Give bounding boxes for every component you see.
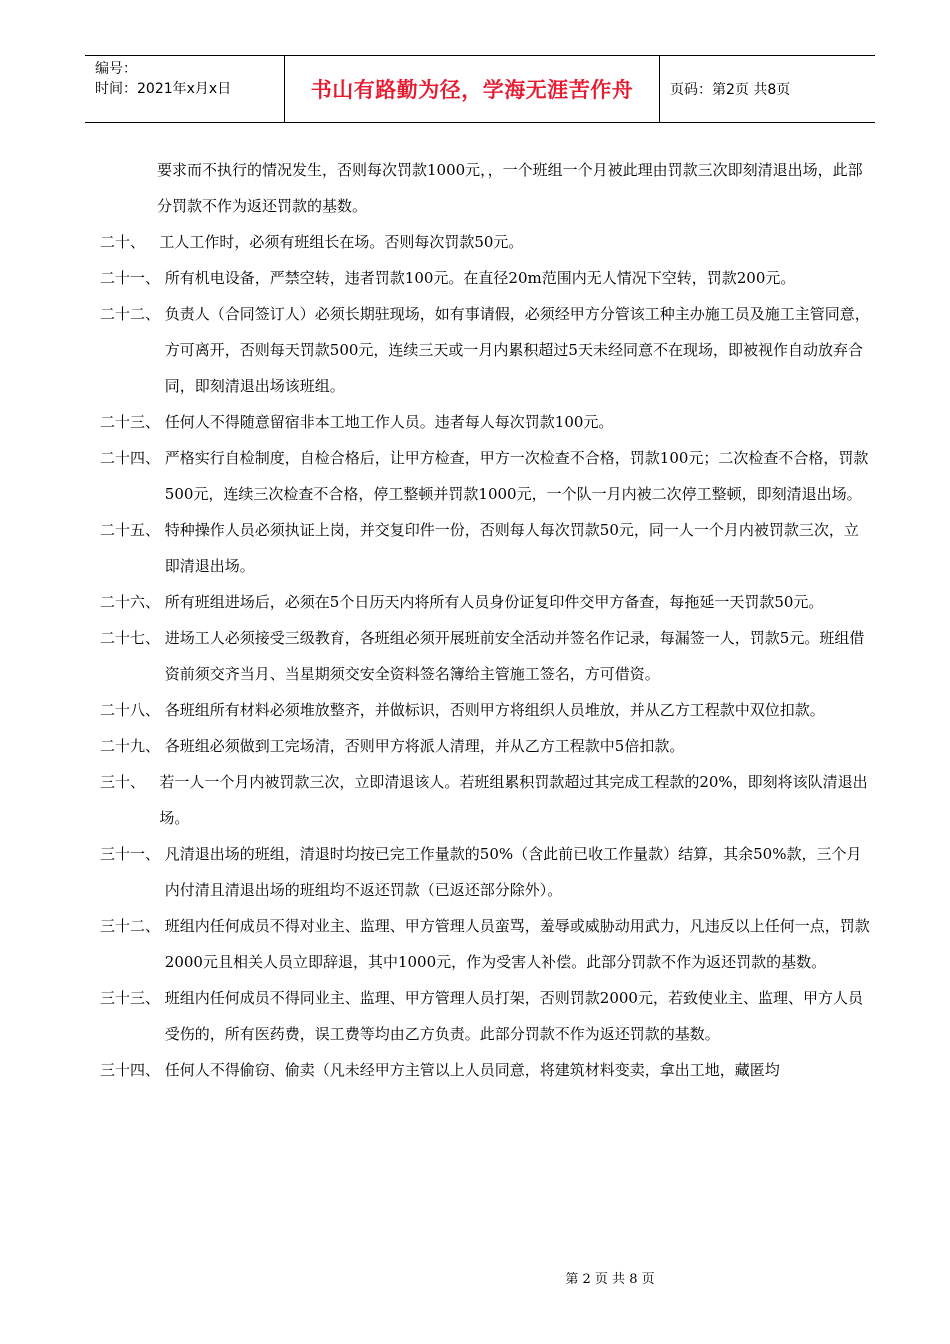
rule-number: 三十一、 [100, 845, 165, 863]
rule-number: 三十四、 [100, 1061, 165, 1079]
header-meta [85, 56, 285, 122]
doc-time-label: 时间：2021年x月x日 [95, 81, 232, 97]
rule-number: 二十、 [100, 233, 160, 251]
rule-number: 二十七、 [100, 629, 165, 647]
rule-text: 进场工人必须接受三级教育，各班组必须开展班前安全活动并签名作记录，每漏签一人，罚款5元。班组借资前须交齐当月、当星期须交安全资料签名簿给主管施工签名，方可借资。 [164, 629, 865, 683]
rule-text: 所有机电设备，严禁空转，违者罚款100元。在直径20m范围内无人情况下空转，罚款200元。 [164, 269, 796, 287]
rule-item [100, 404, 870, 440]
rule-text: 各班组所有材料必须堆放整齐，并做标识，否则甲方将组织人员堆放，并从乙方工程款中双位扣款。 [164, 701, 825, 719]
rule-number: 二十八、 [100, 701, 165, 719]
rule-item [100, 620, 870, 692]
rule-number: 二十二、 [100, 305, 165, 323]
rule-number: 二十六、 [100, 593, 165, 611]
page-footer: 第 2 页 共 8 页 [565, 1272, 655, 1287]
rule-list [100, 224, 870, 1088]
rule-text: 班组内任何成员不得对业主、监理、甲方管理人员蛮骂，羞辱或威胁动用武力，凡违反以上任何一点，罚款2000元且相关人员立即辞退，其中1000元，作为受害人补偿。此部分罚款不作为返还罚款的基数。 [164, 917, 870, 971]
rule-item [100, 224, 870, 260]
rule-text: 各班组必须做到工完场清，否则甲方将派人清理，并从乙方工程款中5倍扣款。 [164, 737, 685, 755]
rule-text: 任何人不得随意留宿非本工地工作人员。违者每人每次罚款100元。 [164, 413, 614, 431]
rule-text: 若一人一个月内被罚款三次，立即清退该人。若班组累积罚款超过其完成工程款的20%，即刻将该队清退出场。 [159, 773, 868, 827]
rule-number: 二十一、 [100, 269, 165, 287]
rule-item [100, 512, 870, 584]
rule-item [100, 764, 870, 836]
header-page-info: 页码：第2页 共8页 [670, 82, 791, 98]
document-body [100, 152, 870, 1088]
rule-item [100, 980, 870, 1052]
rule-text: 所有班组进场后，必须在5个日历天内将所有人员身份证复印件交甲方备查，每拖延一天罚款50元。 [164, 593, 824, 611]
rule-item [100, 584, 870, 620]
rule-text: 负责人（合同签订人）必须长期驻现场，如有事请假，必须经甲方分管该工种主办施工员及施工主管同意，方可离开，否则每天罚款500元，连续三天或一月内累积超过5天未经同意不在现场，即被视作自动放弃合同，即刻清退出场该班组。 [164, 305, 870, 395]
intro-paragraph: 要求而不执行的情况发生，否则每次罚款1000元，，一个班组一个月被此理由罚款三次即刻清退出场，此部分罚款不作为返还罚款的基数。 [157, 161, 863, 215]
rule-item [100, 260, 870, 296]
rule-number: 三十三、 [100, 989, 165, 1007]
page-header [85, 55, 875, 123]
rule-number: 二十五、 [100, 521, 165, 539]
rule-text: 任何人不得偷窃、偷卖（凡未经甲方主管以上人员同意，将建筑材料变卖，拿出工地，藏匿均 [164, 1061, 780, 1079]
rule-item [100, 1052, 870, 1088]
rule-item [100, 728, 870, 764]
doc-number-label: 编号： [95, 61, 137, 77]
rule-number: 二十九、 [100, 737, 165, 755]
rule-number: 三十、 [100, 773, 160, 791]
rule-text: 班组内任何成员不得同业主、监理、甲方管理人员打架，否则罚款2000元，若致使业主、监理、甲方人员受伤的，所有医药费，误工费等均由乙方负责。此部分罚款不作为返还罚款的基数。 [164, 989, 863, 1043]
rule-item [100, 692, 870, 728]
rule-item [100, 836, 870, 908]
rule-number: 二十四、 [100, 449, 165, 467]
header-motto: 书山有路勤为径，学海无涯苦作舟 [285, 56, 660, 122]
rule-text: 工人工作时，必须有班组长在场。否则每次罚款50元。 [159, 233, 524, 251]
rule-text: 凡清退出场的班组，清退时均按已完工作量款的50%（含此前已收工作量款）结算，其余50%款，三个月内付清且清退出场的班组均不返还罚款（已返还部分除外）。 [164, 845, 862, 899]
rule-item [100, 440, 870, 512]
rule-text: 严格实行自检制度，自检合格后，让甲方检查，甲方一次检查不合格，罚款100元；二次检查不合格，罚款500元，连续三次检查不合格，停工整顿并罚款1000元，一个队一月内被二次停工整顿，即刻清退出场。 [164, 449, 869, 503]
rule-number: 三十二、 [100, 917, 165, 935]
rule-text: 特种操作人员必须执证上岗，并交复印件一份，否则每人每次罚款50元，同一人一个月内被罚款三次，立即清退出场。 [164, 521, 859, 575]
rule-item [100, 296, 870, 404]
rule-number: 二十三、 [100, 413, 165, 431]
rule-item [100, 908, 870, 980]
